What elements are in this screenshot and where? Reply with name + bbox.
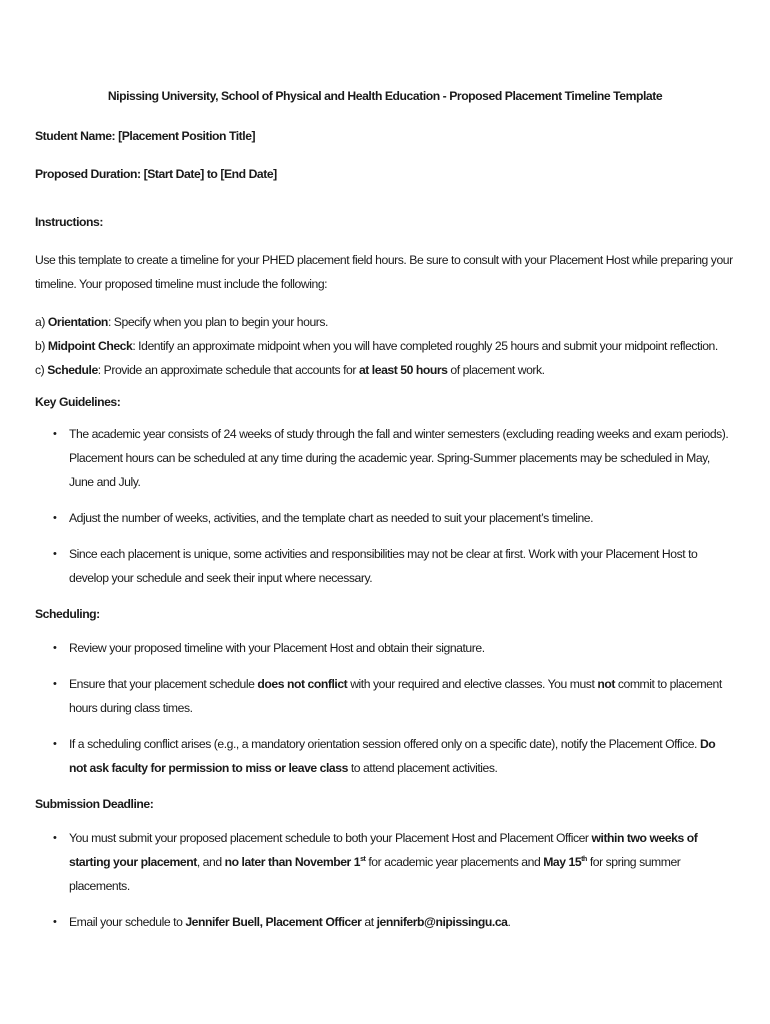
key-guidelines-list: [35, 422, 735, 590]
list-item-text: Review your proposed timeline with your Placement Host and obtain their signature.: [69, 641, 485, 655]
item-prefix: a): [35, 315, 48, 329]
email-link[interactable]: jenniferb@nipissingu.ca: [376, 915, 508, 929]
bullet-icon: •: [53, 548, 57, 560]
superscript: th: [581, 855, 587, 863]
instructions-list: [35, 310, 735, 382]
item-prefix: b): [35, 339, 48, 353]
scheduling-list: [35, 636, 735, 780]
list-item-text: with your required and elective classes. You must: [347, 677, 598, 691]
list-item-text: Since each placement is unique, some activities and responsibilities may not be clear at first. Work with your Placement Host to develop your schedule and seek their input where necessary.: [69, 547, 698, 585]
bullet-icon: •: [53, 916, 57, 928]
bullet-icon: •: [53, 428, 57, 440]
list-item-bold: Jennifer Buell, Placement Officer: [185, 915, 362, 929]
proposed-duration-line: [35, 162, 735, 186]
list-item-text: for academic year placements and: [365, 855, 544, 869]
list-item-midpoint: [35, 334, 735, 358]
document-page: [35, 86, 735, 934]
list-item-text: Ensure that your placement schedule: [69, 677, 258, 691]
item-text: of placement work.: [447, 363, 545, 377]
superscript: st: [360, 855, 366, 863]
item-text: : Specify when you plan to begin your hours.: [107, 315, 328, 329]
scheduling-heading: Scheduling:: [35, 607, 100, 621]
list-item-text: to attend placement activities.: [347, 761, 498, 775]
bullet-icon: •: [53, 738, 57, 750]
list-item: [35, 506, 735, 530]
submission-list: [35, 826, 735, 934]
item-label: Schedule: [47, 363, 98, 377]
proposed-duration-label: Proposed Duration:: [35, 167, 141, 181]
bullet-icon: •: [53, 512, 57, 524]
item-text: : Provide an approximate schedule that accounts for: [97, 363, 359, 377]
list-item-bold: within two weeks of starting your placement: [69, 831, 698, 869]
list-item-bold: not: [597, 677, 615, 691]
list-item-text: Email your schedule to: [69, 915, 186, 929]
item-prefix: c): [35, 363, 48, 377]
list-item-text: The academic year consists of 24 weeks of study through the fall and winter semesters (excluding reading weeks and exam periods). Placement hours can be scheduled at any time during the academic year. Spring-Summer placements may be scheduled in May, June and July.: [69, 427, 729, 489]
instructions-text: Use this template to create a timeline for your PHED placement field hours. Be sure to consult with your Placement Host while preparing your timeline. Your proposed timeline must include the following:: [35, 253, 733, 291]
list-item: [35, 672, 735, 720]
key-guidelines-heading: Key Guidelines:: [35, 395, 121, 409]
student-name-value: [Placement Position Title]: [118, 129, 256, 143]
item-label: Midpoint Check: [47, 339, 133, 353]
list-item: [35, 732, 735, 780]
list-item-text: If a scheduling conflict arises (e.g., a mandatory orientation session offered only on a specific date), notify the Placement Office.: [69, 737, 700, 751]
list-item-bold: May 15: [543, 855, 582, 869]
bullet-icon: •: [53, 678, 57, 690]
list-item-text: for spring summer placements.: [69, 855, 681, 893]
list-item-bold: Do not ask faculty for permission to miss or leave class: [69, 737, 716, 775]
list-item-text: commit to placement hours during class times.: [69, 677, 722, 715]
bullet-icon: •: [53, 642, 57, 654]
item-text: : Identify an approximate midpoint when you will have completed roughly 25 hours and submit your midpoint reflection.: [132, 339, 718, 353]
list-item-text: Adjust the number of weeks, activities, and the template chart as needed to suit your placement’s timeline.: [69, 511, 594, 525]
list-item-text: at: [361, 915, 377, 929]
list-item: [35, 910, 735, 934]
list-item: [35, 542, 735, 590]
list-item: [35, 826, 735, 898]
instructions-heading: Instructions:: [35, 215, 103, 229]
list-item-text: , and: [196, 855, 225, 869]
student-name-label: Student Name:: [35, 129, 116, 143]
bullet-icon: •: [53, 832, 57, 844]
submission-deadline-heading: Submission Deadline:: [35, 797, 154, 811]
list-item-text: .: [507, 915, 511, 929]
list-item-bold: no later than November 1: [224, 855, 361, 869]
list-item: [35, 636, 735, 660]
list-item-bold: does not conflict: [257, 677, 348, 691]
list-item: [35, 422, 735, 494]
item-label: Orientation: [47, 315, 108, 329]
list-item-schedule: [35, 358, 735, 382]
document-title: Nipissing University, School of Physical and Health Education - Proposed Placement Timeline Template: [107, 89, 663, 103]
proposed-duration-value: [Start Date] to [End Date]: [143, 167, 277, 181]
list-item-text: You must submit your proposed placement schedule to both your Placement Host and Placement Officer: [69, 831, 592, 845]
student-name-line: [35, 124, 735, 148]
list-item-orientation: [35, 310, 735, 334]
item-bold: at least 50 hours: [358, 363, 448, 377]
